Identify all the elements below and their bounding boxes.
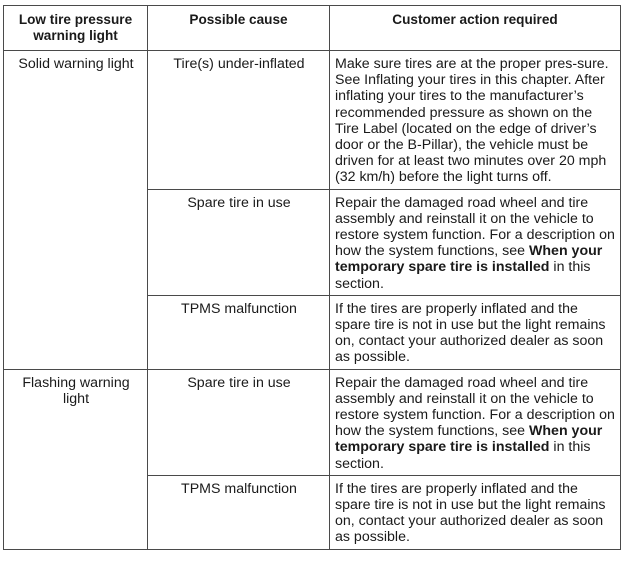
table-row [4, 51, 621, 190]
header-warning-light-line2: warning light [33, 28, 118, 43]
table-header-row [4, 6, 621, 51]
header-warning-light [4, 6, 148, 51]
header-possible-cause: Possible cause [148, 6, 330, 51]
action-tpms-malfunction-solid: If the tires are properly inflated and the spare tire is not in use but the light remains on, contact your authorized dealer as soon as possible. [330, 295, 621, 369]
cause-spare-tire-flashing: Spare tire in use [148, 369, 330, 475]
action-spare-tire-flashing [330, 369, 621, 475]
spare-tire-section-reference: When your temporary spare tire is installed [335, 243, 603, 276]
table-row [4, 369, 621, 475]
cause-tpms-malfunction-flashing: TPMS malfunction [148, 475, 330, 549]
action-underinflated: Make sure tires are at the proper pres-sure. See Inflating your tires in this chapter. After inflating your tires to the manufacturer’s recommended pressure as shown on the Tire Label (located on the edge of driver’s door or the B-Pillar), the vehicle must be driven for at least two minutes over 20 mph (32 km/h) before the light turns off. [330, 51, 621, 190]
cause-underinflated: Tire(s) under-inflated [148, 51, 330, 190]
cause-spare-tire-solid: Spare tire in use [148, 189, 330, 295]
header-customer-action: Customer action required [330, 6, 621, 51]
action-text: in this section. [335, 439, 591, 472]
solid-warning-light-cell: Solid warning light [4, 51, 148, 370]
flashing-warning-light-cell: Flashing warning light [4, 369, 148, 549]
tpms-warning-table [3, 5, 621, 550]
action-spare-tire-solid [330, 189, 621, 295]
cause-tpms-malfunction-solid: TPMS malfunction [148, 295, 330, 369]
tpms-warning-table-container [3, 5, 621, 550]
spare-tire-section-reference: When your temporary spare tire is installed [335, 423, 603, 456]
action-text: in this section. [335, 259, 591, 292]
action-tpms-malfunction-flashing: If the tires are properly inflated and the spare tire is not in use but the light remains on, contact your authorized dealer as soon as possible. [330, 475, 621, 549]
header-warning-light-line1: Low tire pressure [18, 12, 133, 27]
action-text: Repair the damaged road wheel and tire assembly and reinstall it on the vehicle to restore system function. For a description on how the system functions, see [335, 194, 615, 260]
action-text: Repair the damaged road wheel and tire assembly and reinstall it on the vehicle to restore system function. For a description on how the system functions, see [335, 374, 615, 440]
